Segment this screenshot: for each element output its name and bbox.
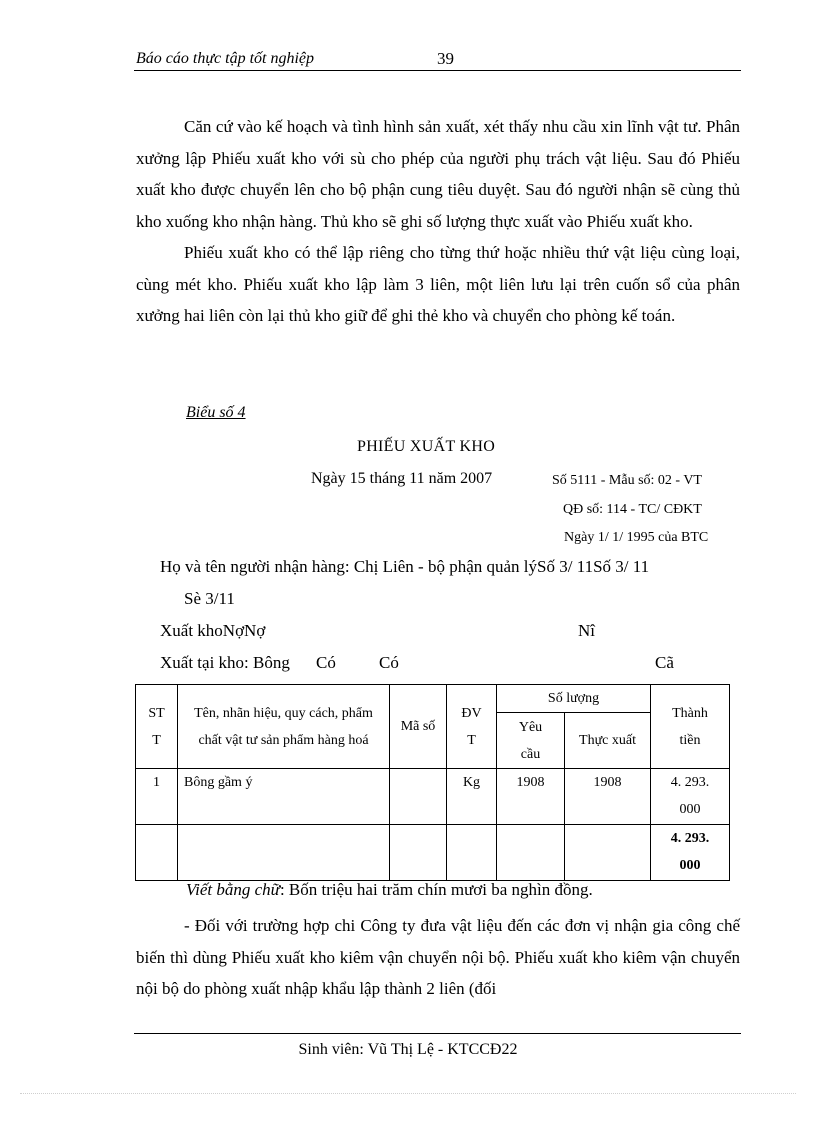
- footer-student: Sinh viên: Vũ Thị Lệ - KTCCĐ22: [298, 1041, 518, 1058]
- table-row: [136, 769, 730, 825]
- header-amount: Thành tiền: [651, 685, 730, 769]
- warehouse-co-2: Có: [379, 653, 399, 672]
- receiver-line: Họ và tên người nhận hàng: Chị Liên - bộ phận quản lýSố 3/ 11Số 3/ 11: [160, 557, 650, 576]
- paragraph-1: Căn cứ vào kế hoạch và tình hình sản xuất, xét thấy nhu cầu xin lĩnh vật tư. Phân xưởng lập Phiếu xuất kho với sù cho phép của người phụ trách vật liệu. Sau đó Phiếu xuất kho được chuyển lên cho bộ phận cung tiêu duyệt. Sau đó người nhận sẽ cùng thủ kho xuống kho nhận hàng. Thủ kho sẽ ghi số lượng thực xuất vào Phiếu xuất kho.: [136, 117, 740, 231]
- header-rule: [134, 70, 741, 71]
- body-paragraphs: [136, 111, 740, 332]
- row-code: [390, 769, 447, 825]
- issue-right: Nî: [578, 621, 595, 640]
- header-name: Tên, nhãn hiệu, quy cách, phẩm chất vật tư sản phẩm hàng hoá: [178, 685, 390, 769]
- header-qty-req: Yêu cầu: [497, 713, 565, 769]
- row-name: Bông gầm ý: [178, 769, 390, 825]
- header-stt: ST T: [136, 685, 178, 769]
- row-qty-req: 1908: [497, 769, 565, 825]
- total-amount: 4. 293. 000: [651, 825, 730, 881]
- issue-slip-table: [135, 684, 730, 881]
- issue-line: Xuất khoNợNợ: [160, 621, 266, 640]
- row-unit: Kg: [447, 769, 497, 825]
- warehouse-co-1: Có: [316, 653, 336, 672]
- paragraph-3: - Đối với trường hợp chi Công ty đưa vật liệu đến các đơn vị nhận gia công chế biến thì dùng Phiếu xuất kho kiêm vận chuyển nội bộ. Phiếu xuất kho kiêm vận chuyển nội bộ do phòng xuất nhập khẩu lập thành 2 liên (đối: [136, 916, 740, 998]
- body-paragraphs-after: [136, 910, 740, 1005]
- table-header-row: [136, 685, 730, 713]
- header-qty-act: Thực xuất: [565, 713, 651, 769]
- form-ref-3: Ngày 1/ 1/ 1995 của BTC: [564, 530, 709, 545]
- warehouse-right: Cã: [655, 653, 674, 672]
- receiver-line-cont: Sè 3/11: [184, 589, 235, 608]
- warehouse-line: Xuất tại kho: Bông: [160, 653, 290, 672]
- row-amount: 4. 293. 000: [651, 769, 730, 825]
- form-ref-1: Số 5111 - Mẫu số: 02 - VT: [552, 473, 702, 488]
- amount-in-words-label: Viết bằng chữ: [186, 880, 280, 899]
- row-stt: 1: [136, 769, 178, 825]
- row-qty-act: 1908: [565, 769, 651, 825]
- page-bottom-dotted-rule: [20, 1093, 796, 1094]
- amount-in-words-value: : Bốn triệu hai trăm chín mươi ba nghìn đồng.: [279, 880, 593, 899]
- form-ref-2: QĐ số: 114 - TC/ CĐKT: [563, 502, 702, 517]
- page-number: 39: [437, 49, 454, 68]
- header-code: Mã số: [390, 685, 447, 769]
- header-unit: ĐV T: [447, 685, 497, 769]
- header-qty: Số lượng: [497, 685, 651, 713]
- table-total-row: [136, 825, 730, 881]
- form-title: PHIẾU XUẤT KHO: [357, 438, 496, 455]
- form-date: Ngày 15 tháng 11 năm 2007: [311, 470, 493, 487]
- amount-in-words: [186, 880, 593, 900]
- paragraph-2: Phiếu xuất kho có thể lập riêng cho từng thứ hoặc nhiều thứ vật liệu cùng loại, cùng mét kho. Phiếu xuất kho lập làm 3 liên, một liên lưu lại trên cuốn sổ của phân xưởng hai liên còn lại thủ kho giữ để ghi thẻ kho và chuyển cho phòng kế toán.: [136, 243, 740, 325]
- header-title: Báo cáo thực tập tốt nghiệp: [136, 50, 315, 67]
- footer-rule: [134, 1033, 741, 1034]
- form-label: Biểu số 4: [186, 404, 246, 421]
